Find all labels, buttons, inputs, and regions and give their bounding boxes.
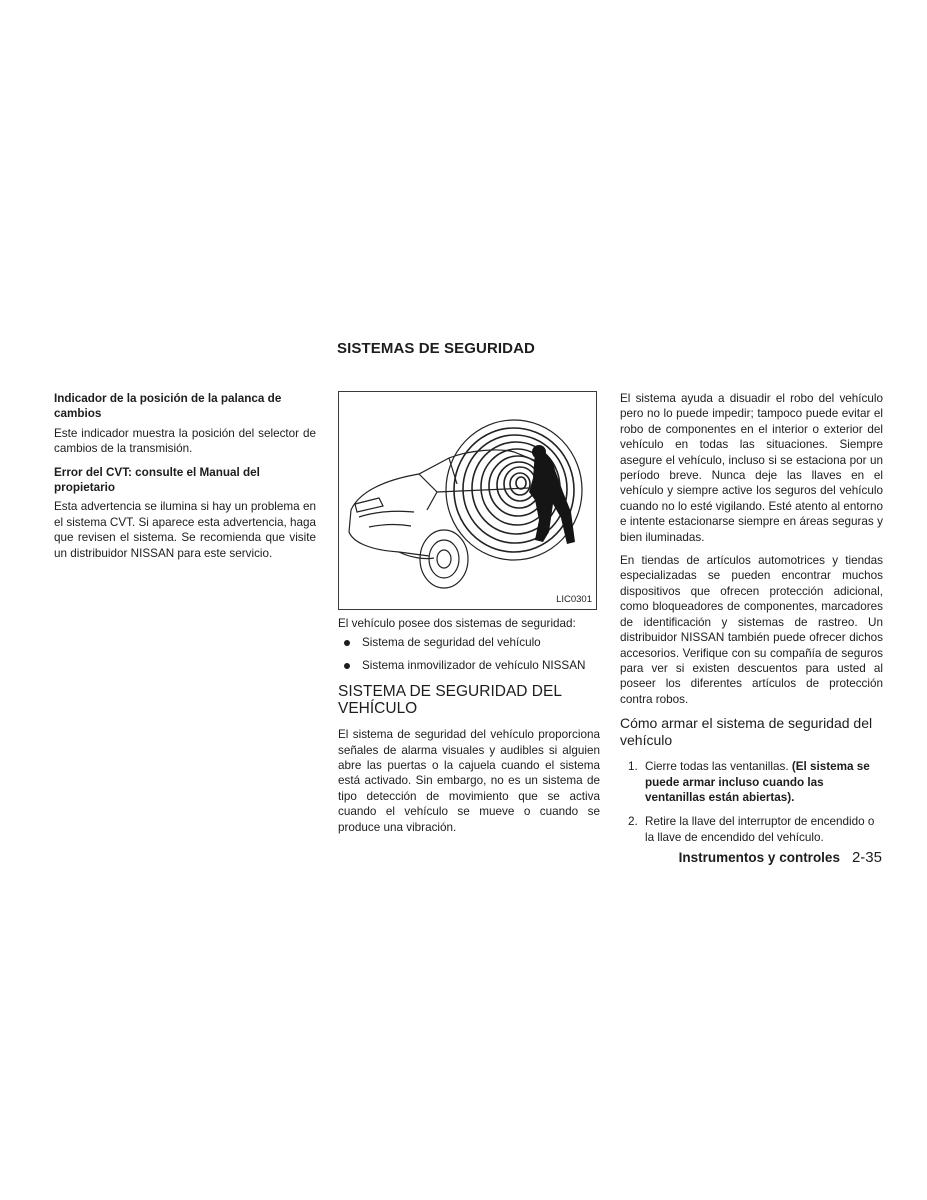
list-item: Sistema inmovilizador de vehículo NISSAN: [338, 658, 600, 673]
indicator-heading: Indicador de la posición de la palanca de cambios: [54, 392, 282, 421]
step-text: Retire la llave del interruptor de encendido o la llave de encendido del vehículo.: [645, 815, 875, 844]
step-number: 1.: [628, 760, 638, 774]
left-column: [54, 391, 316, 569]
arming-subheading: Cómo armar el sistema de seguridad del vehículo: [620, 715, 873, 749]
cvt-text: Esta advertencia se ilumina si hay un problema en el sistema CVT. Si aparece esta advertencia, haga que revisen el sistema. Se recomienda que visite un distribuidor NISSAN para este servicio.: [54, 500, 316, 560]
page-title: SISTEMAS DE SEGURIDAD: [337, 340, 535, 357]
right-column: [620, 391, 883, 854]
right-paragraph-1: El sistema ayuda a disuadir el robo del vehículo pero no lo puede impedir; tampoco puede evitar el robo de componentes en el interior o exterior del vehículo en todas las situaciones. Siempre asegure el vehículo, incluso si se estaciona por un período breve. Nunca deje las llaves en el vehículo y siempre active los seguros del vehículo cuando no lo esté vigilando. Esté atento al entorno e intente estacionarse siempre en áreas seguras y bien iluminadas.: [620, 392, 883, 544]
middle-column: [338, 391, 600, 843]
security-illustration: [338, 391, 597, 610]
systems-list: [338, 635, 600, 673]
arming-steps: [620, 759, 883, 845]
figure-code: LIC0301: [556, 593, 592, 605]
car-alarm-drawing: [339, 392, 596, 609]
step-text: Cierre todas las ventanillas.: [645, 760, 789, 774]
page-footer: [679, 849, 882, 866]
right-paragraph-2: En tiendas de artículos automotrices y tiendas especializadas se pueden encontrar muchos dispositivos que ofrecen protección adicional, como bloqueadores de componentes, marcadores de identificación y sistemas de rastreo. Un distribuidor NISSAN también puede ofrecer dichos accesorios. Verifique con su compañía de seguros para ver si existen descuentos para usted al poseer los diferentes artículos de protección contra robos.: [620, 554, 883, 706]
list-item: Sistema de seguridad del vehículo: [338, 635, 600, 650]
list-item: [620, 814, 883, 845]
list-item: [620, 759, 883, 805]
section-text: El sistema de seguridad del vehículo proporciona señales de alarma visuales y audibles si alguien abre las puertas o la cajuela cuando el sistema está activado. Sin embargo, no es un sistema de tipo detección de movimiento que se activa cuando el vehículo se mueve o cuando se produce una vibración.: [338, 728, 600, 834]
section-heading: SISTEMA DE SEGURIDAD DEL VEHÍCULO: [338, 683, 562, 718]
systems-intro: El vehículo posee dos sistemas de seguridad:: [338, 617, 576, 630]
cvt-heading: Error del CVT: consulte el Manual del propietario: [54, 465, 260, 495]
footer-section-title: Instrumentos y controles: [678, 850, 840, 865]
step-number: 2.: [628, 815, 638, 829]
page-number: 2-35: [851, 849, 882, 866]
step-note: (El sistema se puede armar incluso cuando las ventanillas están abiertas).: [645, 760, 870, 804]
indicator-text: Este indicador muestra la posición del selector de cambios de la transmisión.: [54, 426, 316, 456]
